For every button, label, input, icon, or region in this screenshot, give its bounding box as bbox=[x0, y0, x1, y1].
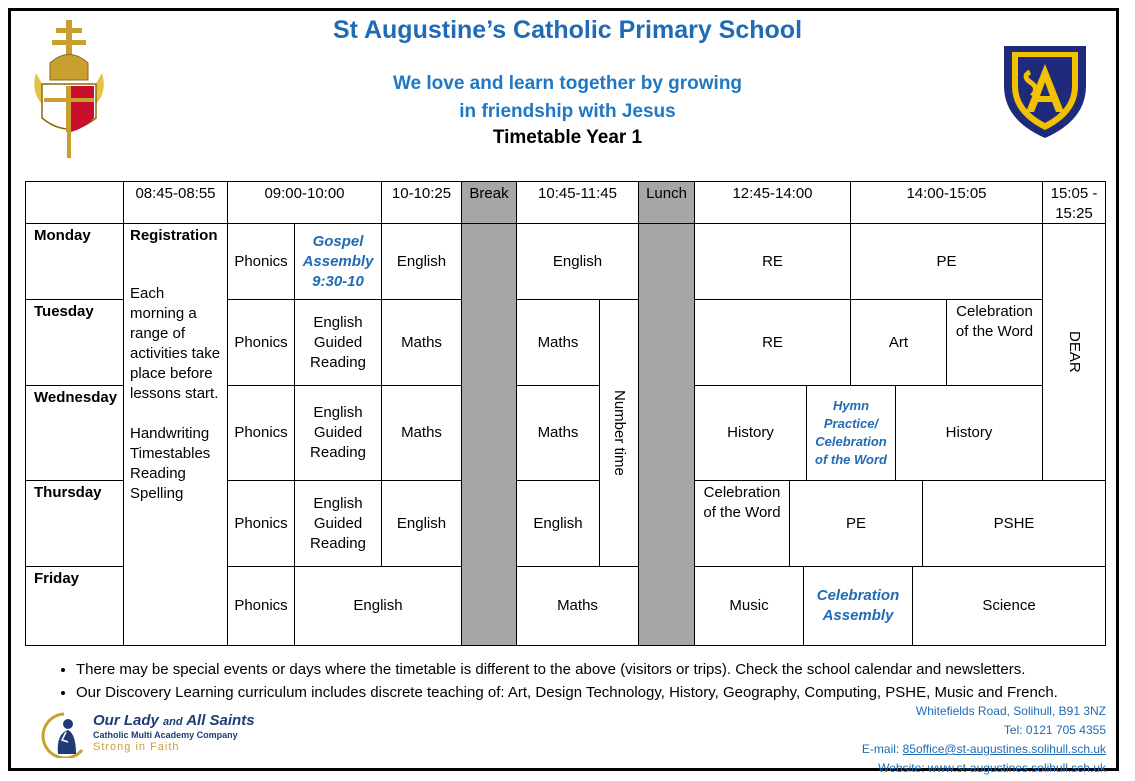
header-corner bbox=[25, 181, 124, 224]
note-item: • There may be special events or days where the timetable is different to the above (visitors or trips). Check the school calendar and newsletters. bbox=[76, 658, 1058, 681]
day-wednesday: Wednesday bbox=[25, 385, 124, 481]
time-1: 09:00-10:00 bbox=[227, 181, 382, 224]
fri-science: Science bbox=[912, 566, 1106, 646]
thu-guided-reading: English Guided Reading bbox=[294, 480, 382, 567]
wed-maths: Maths bbox=[381, 385, 462, 481]
wed-hymn-practice: Hymn Practice/ Celebration of the Word bbox=[806, 385, 896, 481]
registration-list: Handwriting Timestables Reading Spelling bbox=[130, 425, 211, 502]
fri-english: English bbox=[294, 566, 462, 646]
mon-phonics: Phonics bbox=[227, 223, 295, 300]
tue-guided-reading: English Guided Reading bbox=[294, 299, 382, 386]
email-line: E-mail: 85office@st-augustines.solihull.sch.uk bbox=[861, 742, 1106, 756]
notes-list bbox=[52, 658, 1058, 704]
fri-maths: Maths bbox=[516, 566, 639, 646]
tue-art: Art bbox=[850, 299, 947, 386]
mon-re: RE bbox=[694, 223, 851, 300]
wed-phonics: Phonics bbox=[227, 385, 295, 481]
time-8: 15:05 - 15:25 bbox=[1042, 181, 1106, 224]
telephone: Tel: 0121 705 4355 bbox=[1003, 723, 1106, 737]
thu-celebration-word: Celebration of the Word bbox=[694, 480, 790, 567]
mon-english-2: English bbox=[516, 223, 639, 300]
tue-celebration-word: Celebration of the Word bbox=[946, 299, 1043, 386]
contact-details bbox=[862, 702, 1106, 778]
registration-cell bbox=[123, 223, 228, 646]
mon-english: English bbox=[381, 223, 462, 300]
company-name: Our Lady and All Saints bbox=[93, 712, 255, 729]
wed-guided-reading: English Guided Reading bbox=[294, 385, 382, 481]
school-title: St Augustine’s Catholic Primary School bbox=[332, 16, 803, 44]
time-break: Break bbox=[461, 181, 517, 224]
timetable-grid bbox=[25, 181, 1106, 646]
wed-history-2: History bbox=[895, 385, 1043, 481]
day-tuesday: Tuesday bbox=[25, 299, 124, 386]
tue-re: RE bbox=[694, 299, 851, 386]
wed-maths-2: Maths bbox=[516, 385, 600, 481]
mon-gospel-assembly: Gospel Assembly 9:30-10 bbox=[294, 223, 382, 300]
thu-pshe: PSHE bbox=[922, 480, 1106, 567]
website[interactable]: Website: www.st-augustines.solihull.sch.uk bbox=[878, 761, 1106, 775]
praying-figure-icon bbox=[38, 710, 90, 763]
time-2: 10-10:25 bbox=[381, 181, 462, 224]
thu-english: English bbox=[381, 480, 462, 567]
tue-phonics: Phonics bbox=[227, 299, 295, 386]
tue-maths-2: Maths bbox=[516, 299, 600, 386]
time-lunch: Lunch bbox=[638, 181, 695, 224]
mon-pe: PE bbox=[850, 223, 1043, 300]
email-link[interactable]: 85office@st-augustines.solihull.sch.uk bbox=[902, 742, 1106, 756]
company-tagline: Strong in Faith bbox=[93, 741, 180, 753]
school-motto bbox=[0, 70, 1135, 126]
day-thursday: Thursday bbox=[25, 480, 124, 567]
time-6: 12:45-14:00 bbox=[694, 181, 851, 224]
dear-cell bbox=[1042, 223, 1106, 481]
fri-phonics: Phonics bbox=[227, 566, 295, 646]
lunch-column bbox=[638, 223, 695, 646]
break-column bbox=[461, 223, 517, 646]
number-time-cell bbox=[599, 299, 639, 567]
thu-phonics: Phonics bbox=[227, 480, 295, 567]
fri-celebration-assembly: Celebration Assembly bbox=[803, 566, 913, 646]
company-subtitle: Catholic Multi Academy Company bbox=[93, 730, 238, 740]
fri-music: Music bbox=[694, 566, 804, 646]
motto-line-2: in friendship with Jesus bbox=[459, 101, 676, 122]
tue-maths: Maths bbox=[381, 299, 462, 386]
time-0: 08:45-08:55 bbox=[123, 181, 228, 224]
dear-label: DEAR bbox=[1066, 331, 1083, 373]
note-item: • Our Discovery Learning curriculum includes discrete teaching of: Art, Design Technology, History, Geography, Computing, PSHE, Music and French. bbox=[76, 681, 1058, 704]
company-branding bbox=[93, 712, 255, 753]
address: Whitefields Road, Solihull, B91 3NZ bbox=[915, 704, 1106, 718]
time-4: 10:45-11:45 bbox=[516, 181, 639, 224]
motto-line-1: We love and learn together by growing bbox=[392, 73, 743, 94]
day-friday: Friday bbox=[25, 566, 124, 646]
wed-history: History bbox=[694, 385, 807, 481]
thu-pe: PE bbox=[789, 480, 923, 567]
page-subtitle: Timetable Year 1 bbox=[492, 127, 643, 148]
registration-body: Each morning a range of activities take place before lessons start. bbox=[130, 285, 221, 402]
thu-english-2: English bbox=[516, 480, 600, 567]
day-monday: Monday bbox=[25, 223, 124, 300]
registration-title: Registration bbox=[130, 227, 218, 244]
time-7: 14:00-15:05 bbox=[850, 181, 1043, 224]
school-shield-icon bbox=[1000, 42, 1090, 145]
number-time-label: Number time bbox=[611, 390, 628, 476]
